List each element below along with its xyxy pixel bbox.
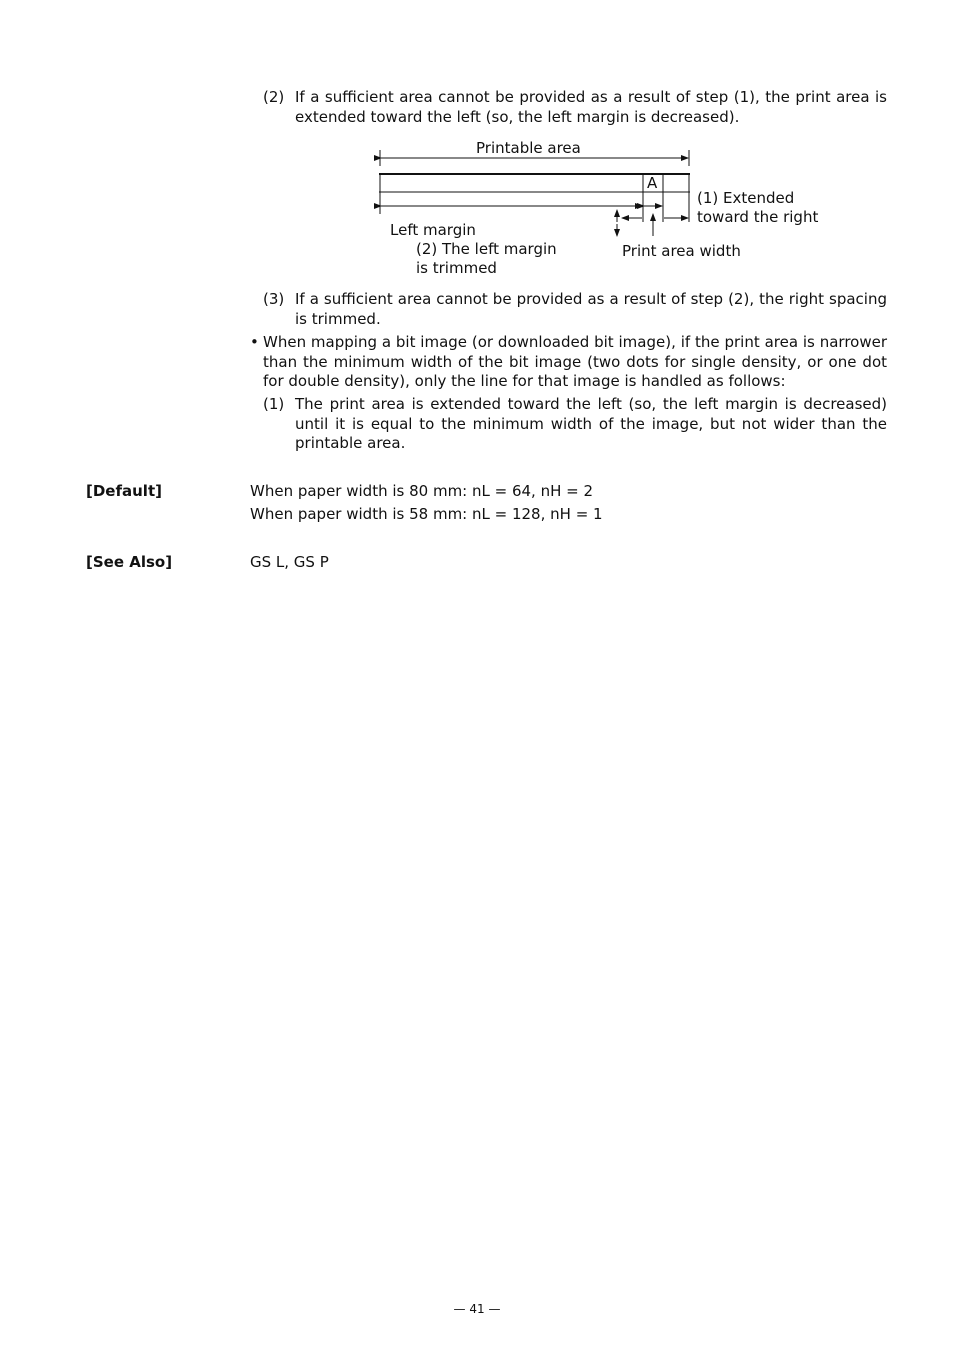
step-number: (3) xyxy=(263,290,285,308)
step-text: The print area is extended toward the left (so, the left margin is decreased) until it is equal to the minimum width of the image, but not wider than the printable area. xyxy=(295,395,887,452)
step-number: (1) xyxy=(263,395,285,413)
trimmed-label-2: is trimmed xyxy=(416,259,497,277)
trimmed-label-1: (2) The left margin xyxy=(416,240,557,258)
default-label: [Default] xyxy=(86,482,162,500)
bullet-mark: • xyxy=(250,333,259,351)
step-number: (2) xyxy=(263,88,285,106)
step-text: If a sufficient area cannot be provided as a result of step (2), the right spacing is trimmed. xyxy=(295,290,887,328)
default-line-1: When paper width is 80 mm: nL = 64, nH = 2 xyxy=(250,482,594,500)
bullet-text: When mapping a bit image (or downloaded bit image), if the print area is narrower than the minimum width of the bit image (two dots for single density, or one dot for double density), only the line for that image is handled as follows: xyxy=(263,333,887,390)
page-number: — 41 — xyxy=(453,1302,501,1316)
default-line-2: When paper width is 58 mm: nL = 128, nH = 1 xyxy=(250,505,603,523)
extended-label-1: (1) Extended xyxy=(697,189,795,207)
step-text: If a sufficient area cannot be provided as a result of step (1), the print area is extended toward the left (so, the left margin is decreased). xyxy=(295,88,887,126)
print-area-diagram xyxy=(0,0,954,290)
see-also-label: [See Also] xyxy=(86,553,173,571)
extended-label-2: toward the right xyxy=(697,208,819,226)
print-area-width-label: Print area width xyxy=(622,242,741,260)
printable-area-label: Printable area xyxy=(476,139,581,157)
see-also-value: GS L, GS P xyxy=(250,553,329,571)
left-margin-label: Left margin xyxy=(390,221,476,239)
char-a: A xyxy=(647,174,658,192)
